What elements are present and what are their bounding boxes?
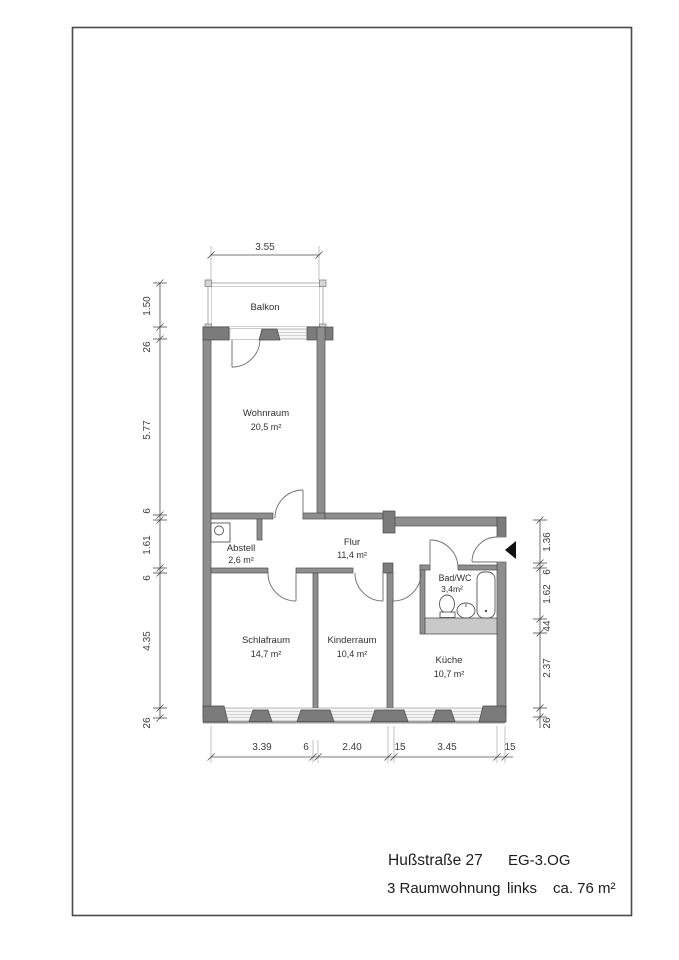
wall-abstell xyxy=(257,519,262,540)
window-band-bottom xyxy=(203,706,506,724)
dim-label-bottom-3: 15 xyxy=(394,742,406,753)
room-label-balkon: Balkon xyxy=(250,302,280,313)
dim-label-bottom-5: 15 xyxy=(504,742,516,753)
room-label-kueche: Küche xyxy=(435,655,463,666)
toilet-icon xyxy=(440,595,456,618)
dim-label-right-4: 2.37 xyxy=(542,658,553,678)
wall-left xyxy=(203,327,211,718)
room-label-kinderraum: Kinderraum xyxy=(327,635,377,646)
dim-label-left-3: 6 xyxy=(142,508,153,514)
description-text-3: ca. 76 m² xyxy=(553,880,616,897)
room-label-bad-wc: Bad/WC xyxy=(438,573,472,583)
room-area-kueche: 10,7 m² xyxy=(433,669,465,679)
dim-label-bottom-4: 3.45 xyxy=(437,742,457,753)
installation-shaft xyxy=(425,618,497,634)
dim-label-bottom-0: 3.39 xyxy=(252,742,272,753)
room-area-schlafraum: 14,7 m² xyxy=(250,649,282,659)
window-band-top xyxy=(203,327,333,340)
wall-kinder-kueche xyxy=(387,573,393,708)
dim-label-right-2: 1.62 xyxy=(542,584,553,604)
dim-label-right-0: 1.36 xyxy=(542,532,553,552)
floor-text: EG-3.OG xyxy=(508,852,571,869)
dim-label-left-5: 6 xyxy=(142,575,153,581)
description-text-1: 3 Raumwohnung xyxy=(387,880,501,897)
wall-right xyxy=(497,562,506,718)
dim-label-left-0: 1.50 xyxy=(142,296,153,316)
dim-label-right-3: 44 xyxy=(542,620,553,632)
wall-wohnraum-right xyxy=(317,327,325,517)
dim-label-left-4: 1.61 xyxy=(142,535,153,555)
dim-label-right-5: 26 xyxy=(542,717,553,729)
room-area-abstell: 2,6 m² xyxy=(228,555,254,565)
balcony-door-opening xyxy=(230,329,262,340)
room-label-schlafraum: Schlafraum xyxy=(241,635,291,646)
room-area-wohnraum: 20,5 m² xyxy=(250,422,282,432)
washing-machine-icon xyxy=(211,523,230,542)
room-label-flur: Flur xyxy=(343,537,361,548)
room-area-kinderraum: 10,4 m² xyxy=(336,649,368,659)
washbasin-icon xyxy=(457,603,475,618)
bathtub-icon xyxy=(477,572,495,618)
dim-label-left-1: 26 xyxy=(142,341,153,353)
room-area-flur: 11,4 m² xyxy=(337,550,367,560)
dim-label-right-1: 6 xyxy=(542,569,553,575)
dim-label-bottom-2: 2.40 xyxy=(342,742,362,753)
page-border xyxy=(73,28,632,916)
dim-label-left-6: 4.35 xyxy=(142,631,153,651)
wall-schlaf-kinder xyxy=(313,573,318,708)
dim-label-left-7: 26 xyxy=(142,717,153,729)
description-text-2: links xyxy=(507,880,538,897)
wall-flur-top xyxy=(395,517,497,526)
room-label-wohnraum: Wohnraum xyxy=(242,408,290,419)
room-area-bad-wc: 3,4m² xyxy=(441,584,463,594)
room-label-abstell: Abstell xyxy=(226,543,256,554)
dim-label-bottom-1: 6 xyxy=(303,742,309,753)
dim-label-top: 3.55 xyxy=(255,242,275,253)
dim-label-left-2: 5.77 xyxy=(142,420,153,440)
address-text: Hußstraße 27 xyxy=(388,852,483,869)
